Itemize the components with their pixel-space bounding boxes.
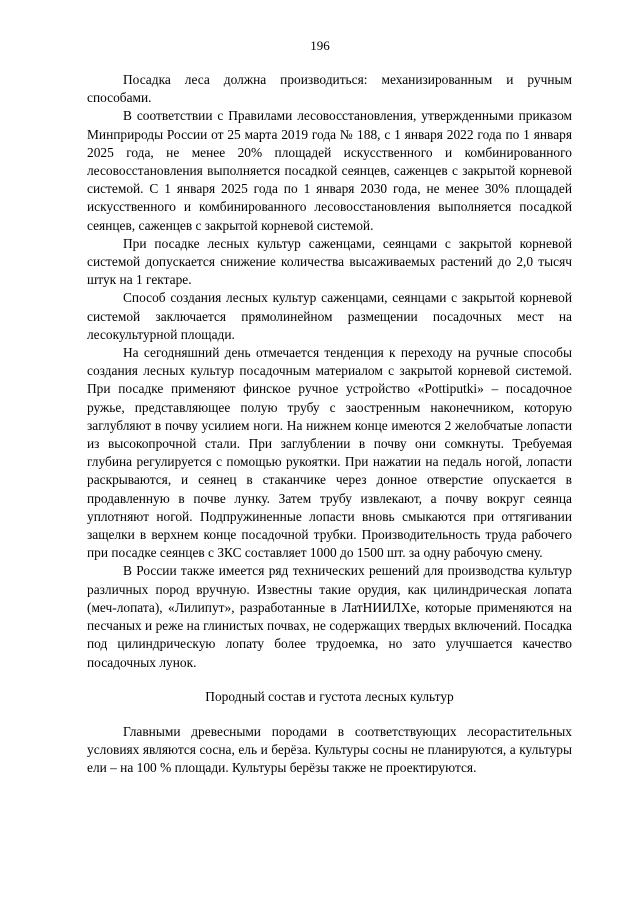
paragraph-russian-tools: В России также имеется ряд технических решений для производства культур различных пород вручную. Известны такие орудия, как цилиндрическая лопата (меч-лопата), «Лилипут», разработанные в ЛатНИИЛХе, которые применяются на песчаных и реже на глинистых почвах, не содержащих твердых включений. Посадка под цилиндрическую лопату более трудоемка, но зато улучшается качество посадочных лунок. [87,563,572,670]
section-heading: Породный состав и густота лесных культур [205,688,454,704]
paragraph-density-reduction: При посадке лесных культур саженцами, сеянцами с закрытой корневой системой допускается снижение количества высаживаемых растений до 2,0 тысяч штук на 1 гектаре. [87,235,572,288]
paragraph-placement-method: Способ создания лесных культур саженцами, сеянцами с закрытой корневой системой заключается прямолинейном размещении посадочных мест на лесокультурной площади. [87,290,572,342]
paragraph-species-composition: Главными древесными породами в соответствующих лесорастительных условиях являются сосна, ель и берёза. Культуры сосны не планируются, а культуры ели – на 100 % площади. Культуры берёзы также не проектируются. [87,723,572,776]
paragraph-planting-methods: Посадка леса должна производиться: механизированным и ручным способами. [87,72,572,106]
page-number: 196 [310,38,330,53]
paragraph-pottiputki-device: На сегодняшний день отмечается тенденция к переходу на ручные способы создания лесных культур посадочным материалом с закрытой корневой системой. При посадке применяют финское ручное устройство «Pottiputki» – посадочное ружье, представляющее полую трубу с заостренным наконечником, которую заглубляют в почву усилием ноги. На нижнем конце имеются 2 желобчатые лопасти из высокопрочной стали. При заглублении в почву они сомкнуты. Требуемая глубина регулируется с помощью рукоятки. При нажатии на педаль ногой, лопасти раскрываются, и сеянец в стаканчике через донное отверстие опускается в продавленную в почве лунку. Затем трубу извлекают, а почву вокруг сеянца уплотняют ногой. Подпружиненные лопасти вновь смыкаются при оттягивании защелки в верхнем конце посадочной трубки. Производительность труда рабочего при посадке сеянцев с ЗКС составляет 1000 до 1500 шт. за одну рабочую смену. [87,345,572,561]
paragraph-reforestation-rules: В соответствии с Правилами лесовосстановления, утвержденными приказом Минприроды России от 25 марта 2019 года № 188, с 1 января 2022 года по 1 января 2025 года, не менее 20% площадей искусственного и комбинированного лесовосстановления выполняется посадкой сеянцев, саженцев с закрытой корневой системой. С 1 января 2025 года по 1 января 2030 года, не менее 30% площадей искусственного и комбинированного лесовосстановления выполняется посадкой сеянцев, саженцев с закрытой корневой системой. [87,108,572,233]
page-body [87,71,572,777]
